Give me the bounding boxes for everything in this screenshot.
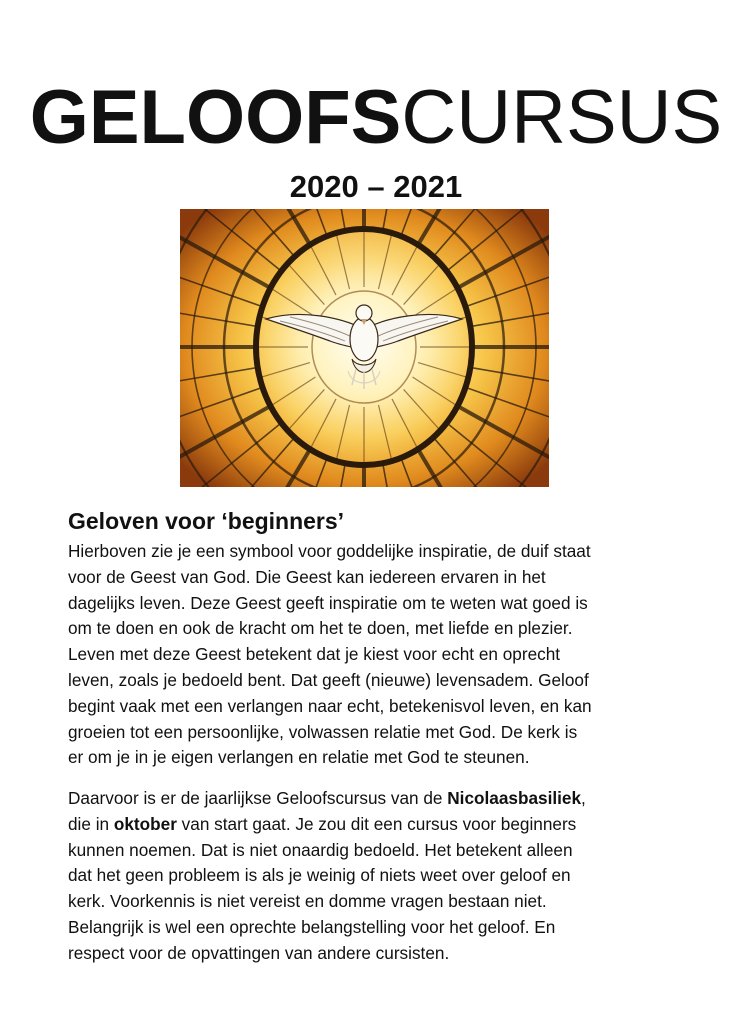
text-line: Belangrijk is wel een oprechte belangstelling voor het geloof. En: [68, 916, 556, 937]
text-fragment: Daarvoor is er de jaarlijkse Geloofscursus van de: [68, 788, 448, 808]
text-line: dat het geen probleem is als je weinig of niets weet over geloof en: [68, 865, 571, 886]
text-line: respect voor de opvattingen van andere cursisten.: [68, 942, 450, 963]
dove-stained-glass-window-icon: [180, 209, 549, 487]
text-fragment: van start gaat. Je zou dit een cursus voor beginners: [176, 813, 577, 834]
text-line: voor de Geest van God. Die Geest kan iedereen ervaren in het: [68, 566, 546, 587]
text-line: kunnen noemen. Dat is niet onaardig bedoeld. Het betekent alleen: [68, 839, 573, 860]
text-line: om te doen en ook de kracht om het te doen, met liefde en plezier.: [68, 618, 573, 639]
title-light-part: CURSUS: [401, 75, 723, 160]
title-bold-part: GELOOFS: [29, 75, 402, 160]
text-line: Hierboven zie je een symbool voor goddelijke inspiratie, de duif staat: [68, 541, 591, 561]
text-line: [68, 786, 698, 812]
page-title: [0, 76, 752, 160]
start-month: oktober: [113, 813, 177, 834]
text-line: dagelijks leven. Deze Geest geeft inspiratie om te weten wat goed is: [68, 592, 588, 613]
text-line: begint vaak met een verlangen naar echt, betekenisvol leven, en kan: [68, 695, 592, 716]
course-year: 2020 – 2021: [289, 169, 463, 204]
paragraph-course: [68, 786, 698, 967]
text-line: groeien tot een persoonlijke, volwassen relatie met God. De kerk is: [68, 721, 578, 742]
text-line: er om je in je eigen verlangen en relatie met God te steunen.: [68, 747, 530, 768]
text-line: kerk. Voorkennis is niet vereist en domme vragen bestaan niet.: [68, 891, 547, 912]
text-line: leven, zoals je bedoeld bent. Dat geeft (nieuwe) levensadem. Geloof: [68, 669, 589, 690]
section-heading: Geloven voor ‘beginners’: [68, 508, 345, 534]
text-line: [68, 812, 698, 838]
text-fragment: ,: [581, 788, 586, 808]
paragraph-intro: [68, 539, 698, 771]
text-fragment: die in: [68, 813, 114, 834]
text-line: Leven met deze Geest betekent dat je kiest voor echt en oprecht: [68, 644, 561, 665]
church-name: Nicolaasbasiliek: [447, 788, 582, 808]
